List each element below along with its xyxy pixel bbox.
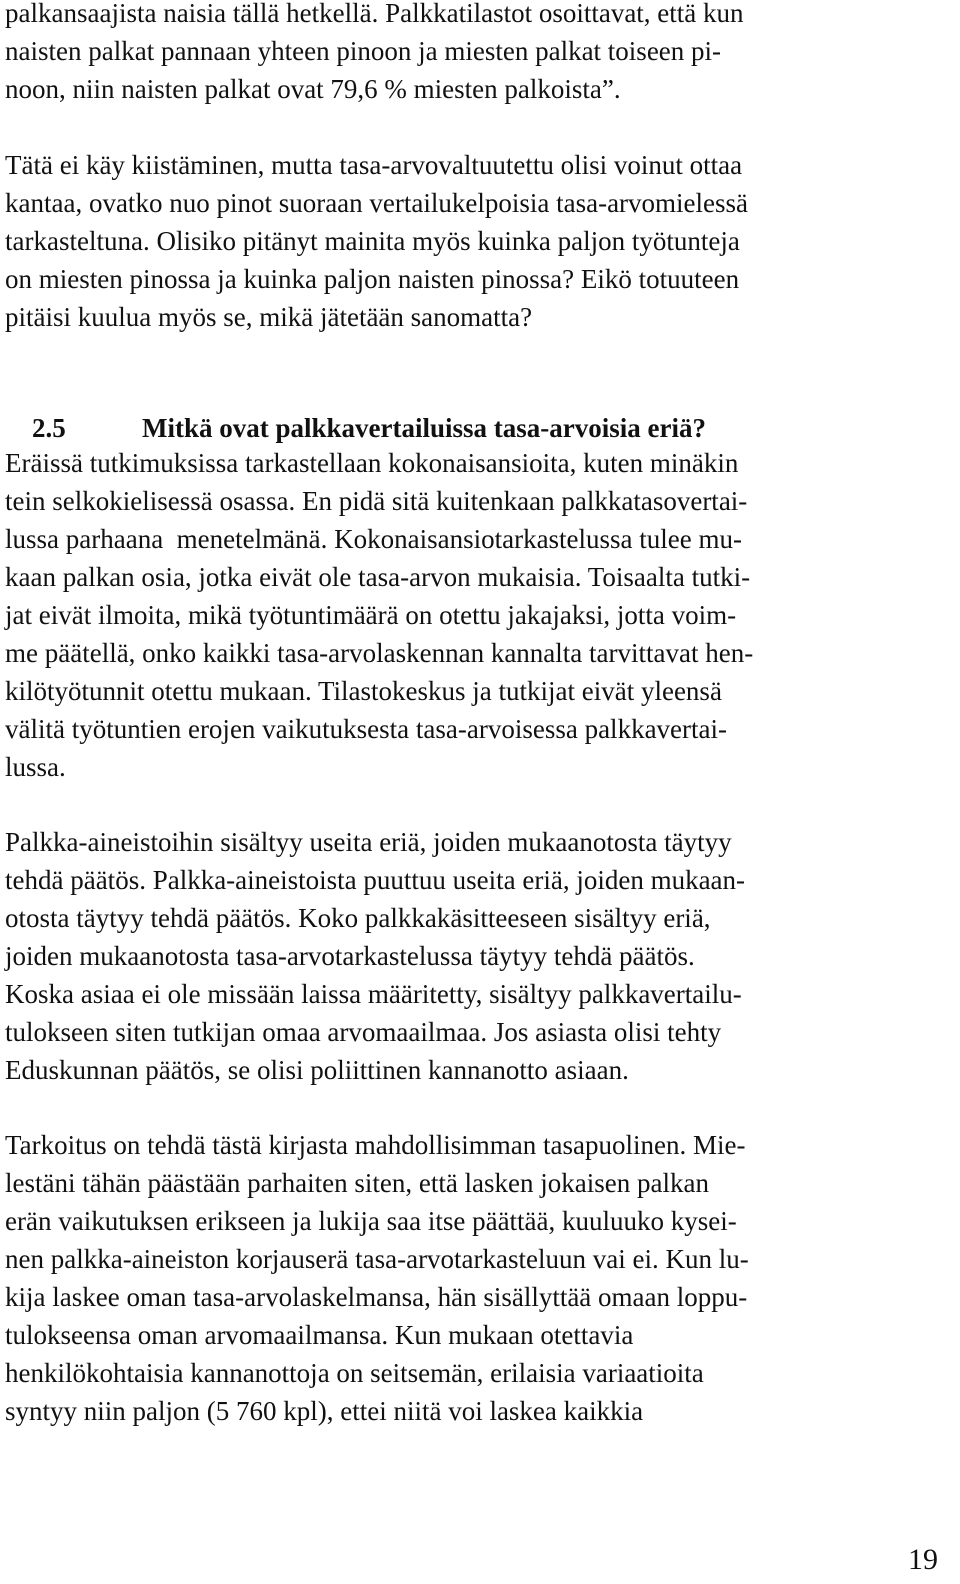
text-line: palkansaajista naisia tällä hetkellä. Palkkatilastot osoittavat, että kun — [5, 0, 744, 28]
text-line: Tarkoitus on tehdä tästä kirjasta mahdollisimman tasapuolinen. Mie- — [5, 1130, 746, 1160]
text-line: kaan palkan osia, jotka eivät ole tasa-arvon mukaisia. Toisaalta tutki- — [5, 562, 751, 592]
text-line: tein selkokielisessä osassa. En pidä sitä kuitenkaan palkkatasovertai- — [5, 486, 748, 516]
text-line: Eräissä tutkimuksissa tarkastellaan kokonaisansioita, kuten minäkin — [5, 448, 739, 478]
text-line: on miesten pinossa ja kuinka paljon naisten pinossa? Eikö totuuteen — [5, 264, 740, 294]
text-line: joiden mukaanotosta tasa-arvotarkastelussa täytyy tehdä päätös. — [5, 941, 695, 971]
section-number: 2.5 — [32, 413, 66, 443]
text-line: lussa. — [5, 752, 66, 782]
text-line: pitäisi kuulua myös se, mikä jätetään sanomatta? — [5, 302, 533, 332]
text-line: henkilökohtaisia kannanottoja on seitsemän, erilaisia variaatioita — [5, 1358, 704, 1388]
section-title: Mitkä ovat palkkavertailuissa tasa-arvoisia eriä? — [142, 413, 706, 443]
text-line: Palkka-aineistoihin sisältyy useita eriä, joiden mukaanotosta täytyy — [5, 827, 732, 857]
text-line: otosta täytyy tehdä päätös. Koko palkkakäsitteeseen sisältyy eriä, — [5, 903, 711, 933]
text-line: Tätä ei käy kiistäminen, mutta tasa-arvovaltuutettu olisi voinut ottaa — [5, 150, 743, 180]
text-line: lestäni tähän päästään parhaiten siten, että lasken jokaisen palkan — [5, 1168, 709, 1198]
text-line: Eduskunnan päätös, se olisi poliittinen kannanotto asiaan. — [5, 1055, 629, 1085]
text-line: erän vaikutuksen erikseen ja lukija saa itse päättää, kuuluuko kysei- — [5, 1206, 737, 1236]
paragraph-4 — [5, 823, 950, 1089]
text-line: jat eivät ilmoita, mikä työtuntimäärä on otettu jakajaksi, jotta voim- — [5, 600, 737, 630]
text-line: syntyy niin paljon (5 760 kpl), ettei niitä voi laskea kaikkia — [5, 1396, 644, 1426]
document-page — [5, 0, 950, 1430]
text-line: naisten palkat pannaan yhteen pinoon ja miesten palkat toiseen pi- — [5, 36, 722, 66]
text-line: tulokseen siten tutkijan omaa arvomaailmaa. Jos asiasta olisi tehty — [5, 1017, 722, 1047]
paragraph-1 — [5, 0, 950, 108]
text-line: tarkasteltuna. Olisiko pitänyt mainita myös kuinka paljon työtunteja — [5, 226, 740, 256]
text-line: tulokseensa oman arvomaailmansa. Kun mukaan otettavia — [5, 1320, 634, 1350]
paragraph-2 — [5, 146, 950, 336]
text-line: kantaa, ovatko nuo pinot suoraan vertailukelpoisia tasa-arvomielessä — [5, 188, 749, 218]
text-line: me päätellä, onko kaikki tasa-arvolaskennan kannalta tarvittavat hen- — [5, 638, 754, 668]
paragraph-3 — [5, 444, 950, 786]
text-line: Koska asiaa ei ole missään laissa määritetty, sisältyy palkkavertailu- — [5, 979, 742, 1009]
text-line: välitä työtuntien erojen vaikutuksesta tasa-arvoisessa palkkavertai- — [5, 714, 727, 744]
text-line: noon, niin naisten palkat ovat 79,6 % miesten palkoista”. — [5, 74, 621, 104]
paragraph-5 — [5, 1126, 950, 1430]
text-line: kilötyötunnit otettu mukaan. Tilastokeskus ja tutkijat eivät yleensä — [5, 676, 722, 706]
text-line: tehdä päätös. Palkka-aineistoista puuttuu useita eriä, joiden mukaan- — [5, 865, 746, 895]
text-line: lussa parhaana menetelmänä. Kokonaisansiotarkastelussa tulee mu- — [5, 524, 743, 554]
section-heading — [5, 371, 950, 443]
text-line: nen palkka-aineiston korjauserä tasa-arvotarkasteluun vai ei. Kun lu- — [5, 1244, 749, 1274]
text-line: kija laskee oman tasa-arvolaskelmansa, hän sisällyttää omaan loppu- — [5, 1282, 748, 1312]
page-number: 19 — [908, 1543, 938, 1576]
